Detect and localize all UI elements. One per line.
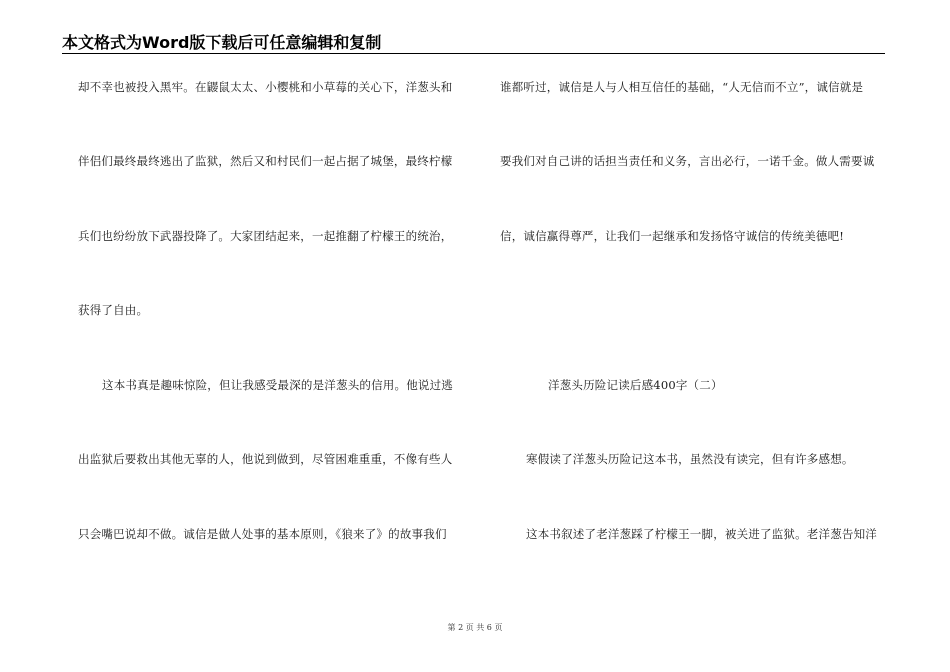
text-line: 获得了自由。 — [78, 303, 149, 317]
header-divider — [62, 53, 885, 54]
paragraph-first-line: 这本书真是趣味惊险，但让我感受最深的是洋葱头的信用。他说过逃 — [102, 378, 453, 392]
page-number: 第 2 页 共 6 页 — [447, 623, 503, 632]
text-line: 伴侣们最终最终逃出了监狱，然后又和村民们一起占据了城堡，最终柠檬 — [78, 154, 453, 168]
text-line: 信，诚信赢得尊严，让我们一起继承和发扬恪守诚信的传统美德吧! — [500, 229, 845, 243]
paragraph-first-line: 寒假读了洋葱头历险记这本书，虽然没有读完，但有许多感想。 — [526, 452, 854, 466]
paragraph-first-line: 这本书叙述了老洋葱踩了柠檬王一脚，被关进了监狱。老洋葱告知洋 — [526, 527, 877, 541]
text-line: 要我们对自己讲的话担当责任和义务，言出必行，一诺千金。做人需要诚 — [500, 154, 875, 168]
document-header-title: 本文格式为Word版下载后可任意编辑和复制 — [62, 33, 382, 52]
text-line: 只会嘴巴说却不做。诚信是做人处事的基本原则，《狼来了》的故事我们 — [78, 527, 447, 541]
section-heading: 洋葱头历险记读后感400字（二） — [548, 378, 723, 392]
text-line: 出监狱后要救出其他无辜的人，他说到做到，尽管困难重重，不像有些人 — [78, 452, 453, 466]
text-line: 谁都听过，诚信是人与人相互信任的基础，“人无信而不立”，诚信就是 — [500, 80, 864, 94]
text-line: 却不幸也被投入黑牢。在鼹鼠太太、小樱桃和小草莓的关心下，洋葱头和 — [78, 80, 453, 94]
text-line: 兵们也纷纷放下武器投降了。大家团结起来，一起推翻了柠檬王的统治， — [78, 229, 453, 243]
